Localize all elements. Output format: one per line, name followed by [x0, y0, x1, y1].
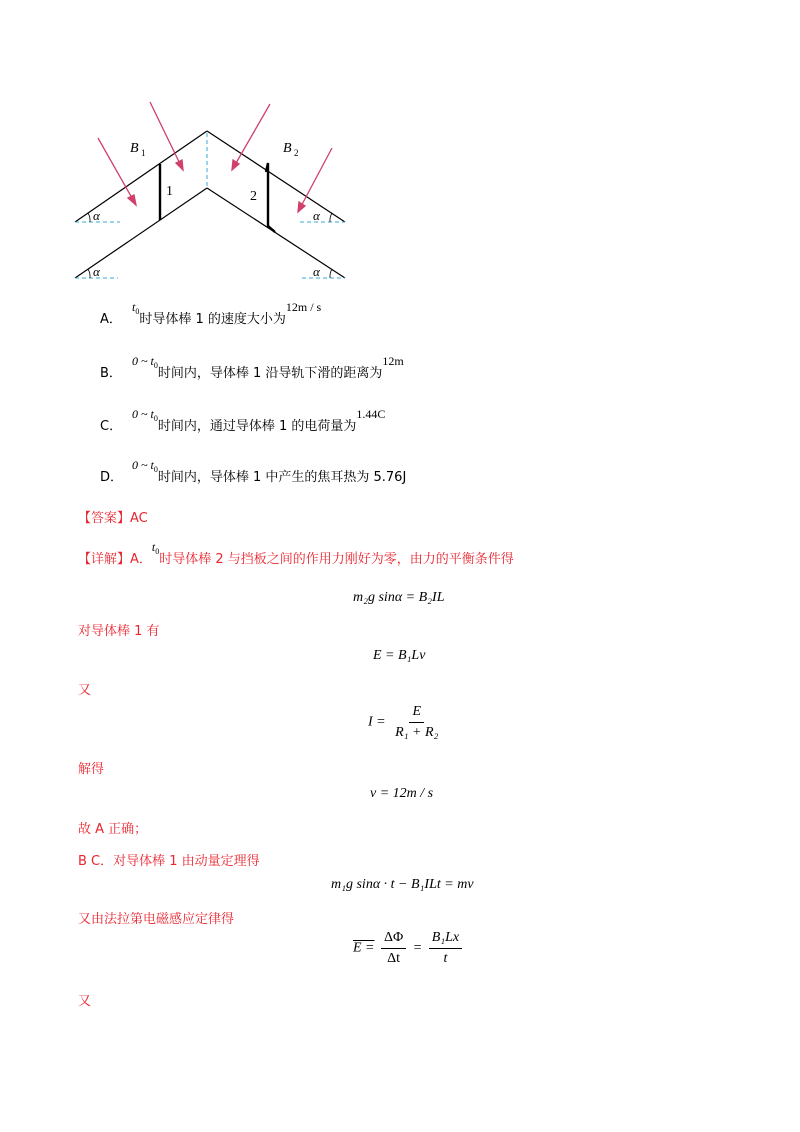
- faraday-frac2-num: B₁Lx: [429, 930, 462, 949]
- option-b-value: 12m: [382, 354, 404, 368]
- option-a-letter: A．: [100, 312, 122, 327]
- current-fraction: [392, 704, 441, 741]
- option-c-text: 时间内，通过导体棒 1 的电荷量为: [157, 419, 357, 434]
- label-b1-sub: 1: [141, 148, 146, 158]
- option-a-value: 12m / s: [285, 300, 322, 314]
- explanation-line-6: B C．对导体棒 1 由动量定理得: [78, 854, 260, 869]
- option-b-letter: B．: [100, 366, 122, 381]
- rails: [75, 131, 345, 278]
- faraday-fraction-2: [429, 930, 462, 967]
- alpha-upper-left: α: [93, 208, 100, 223]
- option-d: [100, 458, 407, 485]
- option-d-letter: D．: [100, 470, 124, 485]
- faraday-fraction-1: [381, 930, 406, 967]
- option-c-letter: C．: [100, 419, 123, 434]
- alpha-upper-right: α: [313, 208, 320, 223]
- explanation-line-8: 又: [78, 994, 92, 1009]
- current-denominator: R₁ + R₂: [395, 725, 439, 740]
- faraday-frac1-num: ΔΦ: [381, 930, 406, 949]
- explanation-line-2: 对导体棒 1 有: [78, 624, 160, 639]
- current-numerator: E: [409, 704, 424, 723]
- arrow-b1-right: [150, 102, 183, 170]
- explanation-line-1: [78, 540, 514, 567]
- option-d-time-sub: 0: [153, 465, 158, 474]
- option-a-text: 时导体棒 1 的速度大小为: [139, 312, 286, 327]
- option-d-time: 0 ~ t: [132, 458, 154, 472]
- option-c-time: 0 ~ t: [132, 407, 154, 421]
- faraday-frac2-den: t: [443, 951, 448, 966]
- explanation-line-5: 故 A 正确；: [78, 822, 148, 837]
- equation-velocity: v = 12m / s: [370, 786, 434, 801]
- equation-emf: E = B₁Lv: [373, 648, 426, 663]
- rod-1-label: 1: [166, 184, 173, 199]
- label-b2: B: [283, 141, 292, 156]
- option-b-time-sub: 0: [153, 361, 158, 370]
- rod-2-label: 2: [250, 189, 257, 204]
- option-b-time: 0 ~ t: [132, 354, 154, 368]
- alpha-lower-right: α: [313, 264, 320, 279]
- explanation-text-1: 时导体棒 2 与挡板之间的作用力刚好为零，由力的平衡条件得: [159, 552, 514, 567]
- option-b-text: 时间内，导体棒 1 沿导轨下滑的距离为: [157, 366, 383, 381]
- explanation-time-sub: 0: [155, 547, 160, 556]
- faraday-lhs: E =: [353, 940, 375, 956]
- option-a-time: t: [132, 300, 136, 314]
- rail-diagram: [60, 90, 360, 290]
- explanation-time: t: [151, 540, 156, 554]
- option-a: [100, 300, 322, 327]
- lower-right-rail: [207, 188, 345, 278]
- label-b2-sub: 2: [294, 148, 299, 158]
- option-c-time-sub: 0: [153, 414, 158, 423]
- option-b: [100, 354, 404, 381]
- equation-momentum: m₁g sinα · t − B₁ILt = mv: [331, 877, 474, 892]
- upper-right-rail: [207, 131, 345, 222]
- explanation-line-4: 解得: [78, 762, 105, 777]
- option-a-time-sub: 0: [135, 307, 140, 316]
- option-c-value: 1.44C: [356, 407, 386, 421]
- explanation-line-3: 又: [78, 683, 92, 698]
- explanation-line-7: 又由法拉第电磁感应定律得: [78, 912, 235, 927]
- current-lhs: I =: [368, 714, 386, 730]
- answer-line: 【答案】AC: [78, 511, 148, 526]
- explanation-prefix: 【详解】A．: [78, 552, 152, 567]
- option-d-text: 时间内，导体棒 1 中产生的焦耳热为 5.76J: [157, 470, 407, 485]
- option-c: [100, 407, 386, 434]
- label-b1: B: [130, 141, 139, 156]
- equation-current: [368, 704, 444, 741]
- alpha-lower-left: α: [93, 264, 100, 279]
- faraday-frac1-den: Δt: [387, 951, 401, 966]
- equation-faraday: E = $\frac{\Delta\Phi}{\Delta t}$ = $\frac{\text{B₁Lx}}{t}$: [353, 930, 465, 967]
- equation-force-balance: m₂g sinα = B₂IL: [353, 590, 445, 605]
